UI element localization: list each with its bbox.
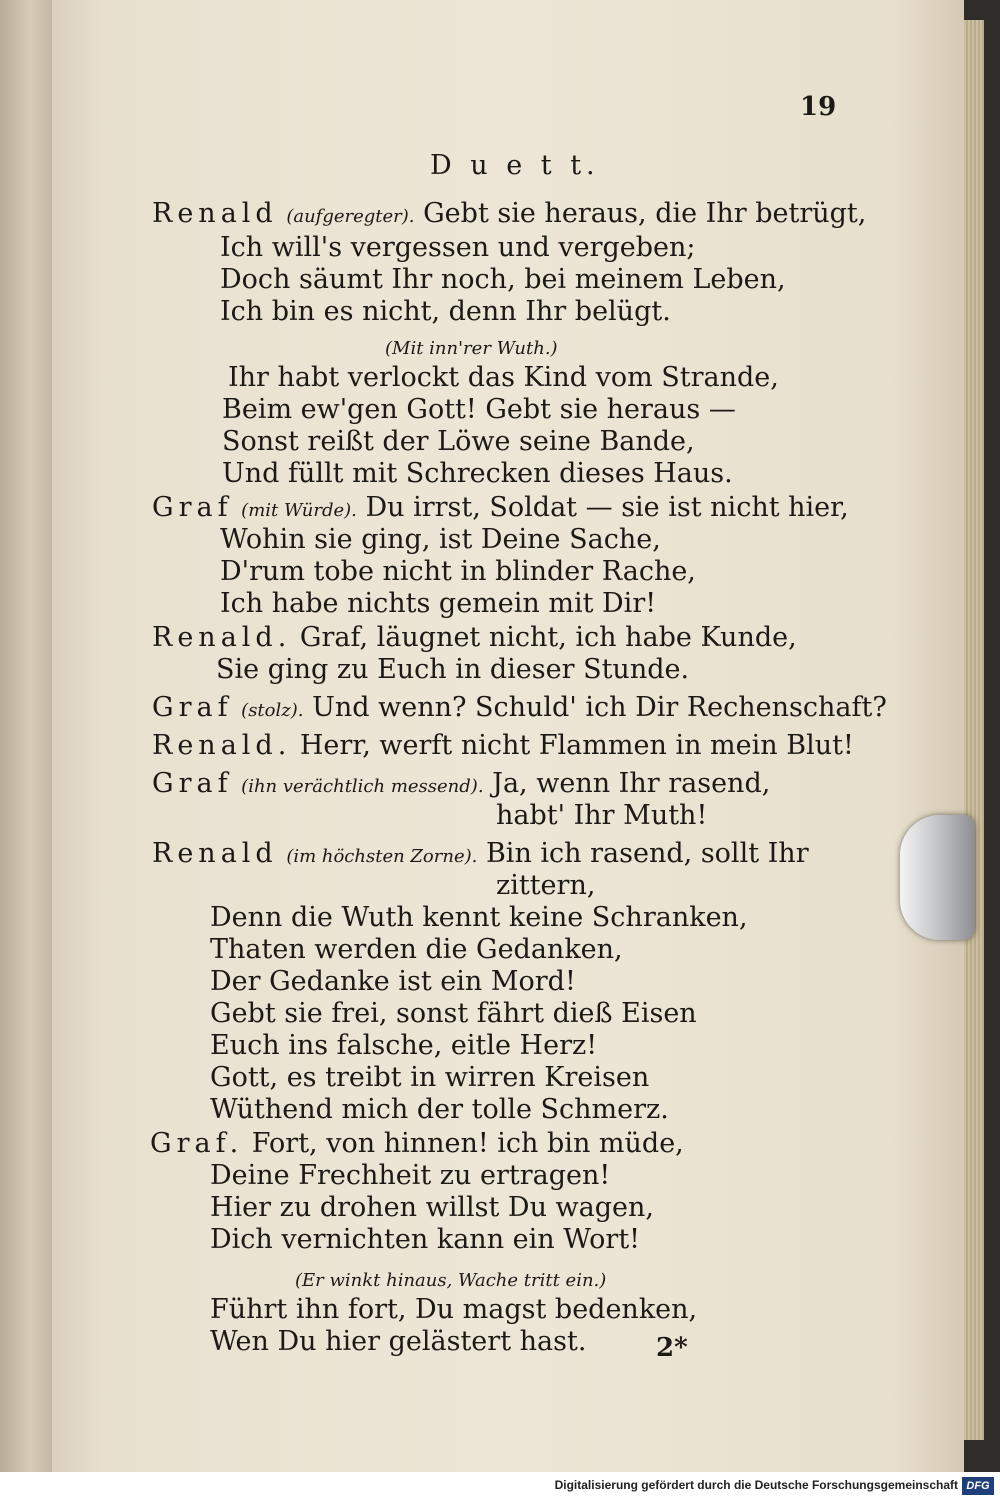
line-text: Thaten werden die Gedanken,	[210, 934, 623, 965]
line-text: Wen Du hier gelästert hast.	[210, 1326, 587, 1357]
verse-line	[220, 232, 696, 263]
speaker-name: Graf.	[150, 1128, 244, 1159]
verse-line	[216, 654, 689, 685]
line-text: Graf, läugnet nicht, ich habe Kunde,	[299, 622, 797, 653]
speaker-name: Renald.	[152, 730, 292, 761]
line-text: Gott, es treibt in wirren Kreisen	[210, 1062, 650, 1093]
line-text: Ich habe nichts gemein mit Dir!	[220, 588, 657, 619]
speaker-name: Graf	[152, 492, 233, 523]
line-text: Dich vernichten kann ein Wort!	[210, 1224, 641, 1255]
speaker-name: Graf	[152, 692, 233, 723]
line-text: Gebt sie frei, sonst fährt dieß Eisen	[210, 998, 697, 1029]
line-text: Doch säumt Ihr noch, bei meinem Leben,	[220, 264, 786, 295]
line-text: Der Gedanke ist ein Mord!	[210, 966, 576, 997]
signature-mark: 2*	[656, 1333, 688, 1363]
verse-line	[210, 1030, 597, 1061]
verse-line	[210, 966, 576, 997]
line-text: Ja, wenn Ihr rasend,	[492, 768, 771, 799]
line-text: Wohin sie ging, ist Deine Sache,	[220, 524, 661, 555]
verse-line	[210, 1326, 586, 1357]
speaker-name: Renald.	[152, 622, 292, 653]
facing-page-edge	[0, 0, 52, 1472]
verse-line	[152, 492, 849, 523]
verse-line	[152, 838, 809, 869]
line-text: Herr, werft nicht Flammen in mein Blut!	[299, 730, 854, 761]
line-text: Hier zu drohen willst Du wagen,	[210, 1192, 654, 1223]
line-text: zittern,	[496, 870, 596, 901]
stage-direction: (ihn verächtlich messend).	[241, 776, 484, 797]
verse-line	[220, 264, 786, 295]
line-text: Du irrst, Soldat — sie ist nicht hier,	[365, 492, 849, 523]
verse-line	[152, 692, 887, 723]
line-text: Und füllt mit Schrecken dieses Haus.	[222, 458, 733, 489]
section-title: D u e t t.	[430, 150, 600, 181]
verse-line	[496, 870, 595, 901]
line-text: Und wenn? Schuld' ich Dir Rechenschaft?	[312, 692, 887, 723]
page-number: 19	[800, 92, 837, 122]
verse-line	[220, 588, 656, 619]
verse-line	[210, 1160, 610, 1191]
verse-line	[210, 1094, 669, 1125]
verse-line	[220, 524, 661, 555]
line-text: Ich bin es nicht, denn Ihr belügt.	[220, 296, 671, 327]
page-stack-edge	[964, 20, 984, 1440]
verse-line	[152, 198, 866, 229]
stage-direction: (mit Würde).	[241, 500, 357, 521]
verse-line	[210, 1224, 640, 1255]
page-clip	[900, 815, 975, 940]
verse-line	[210, 934, 623, 965]
line-text: Bin ich rasend, sollt Ihr	[485, 838, 809, 869]
dfg-logo: DFG	[962, 1477, 994, 1495]
line-text: D'rum tobe nicht in blinder Rache,	[220, 556, 696, 587]
verse-line	[150, 1128, 684, 1159]
speaker-name: Renald	[152, 198, 278, 229]
line-text: Führt ihn fort, Du magst bedenken,	[210, 1294, 698, 1325]
line-text: Euch ins falsche, eitle Herz!	[210, 1030, 598, 1061]
stage-direction: (Er winkt hinaus, Wache tritt ein.)	[295, 1270, 607, 1291]
footer-bar	[0, 1472, 1000, 1501]
line-text: Ich will's vergessen und vergeben;	[220, 232, 696, 263]
footer-credit: Digitalisierung gefördert durch die Deutsche Forschungsgemeinschaft	[554, 1478, 958, 1492]
line-text: habt' Ihr Muth!	[496, 800, 708, 831]
stage-direction: (im höchsten Zorne).	[286, 846, 478, 867]
verse-line	[210, 998, 697, 1029]
verse-line	[210, 1062, 649, 1093]
verse-line	[152, 622, 797, 653]
line-text: Sie ging zu Euch in dieser Stunde.	[216, 654, 690, 685]
stage-direction: (stolz).	[241, 700, 304, 721]
line-text: Gebt sie heraus, die Ihr betrügt,	[423, 198, 867, 229]
speaker-name: Graf	[152, 768, 233, 799]
stage-direction: (Mit inn'rer Wuth.)	[385, 338, 558, 359]
verse-line	[222, 394, 736, 425]
verse-line	[222, 426, 695, 457]
line-text: Fort, von hinnen! ich bin müde,	[251, 1128, 684, 1159]
verse-line	[152, 768, 770, 799]
verse-line	[496, 800, 707, 831]
verse-line	[228, 362, 779, 393]
verse-line	[220, 556, 696, 587]
line-text: Beim ew'gen Gott! Gebt sie heraus —	[222, 394, 736, 425]
verse-line	[210, 902, 748, 933]
verse-line	[210, 1192, 654, 1223]
line-text: Sonst reißt der Löwe seine Bande,	[222, 426, 695, 457]
verse-line	[222, 458, 733, 489]
stage-direction: (aufgeregter).	[286, 206, 415, 227]
line-text: Deine Frechheit zu ertragen!	[210, 1160, 611, 1191]
verse-line	[385, 330, 558, 361]
line-text: Ihr habt verlockt das Kind vom Strande,	[228, 362, 779, 393]
verse-line	[210, 1294, 697, 1325]
verse-line	[295, 1262, 606, 1293]
line-text: Wüthend mich der tolle Schmerz.	[210, 1094, 669, 1125]
speaker-name: Renald	[152, 838, 278, 869]
verse-line	[152, 730, 854, 761]
line-text: Denn die Wuth kennt keine Schranken,	[210, 902, 748, 933]
verse-line	[220, 296, 671, 327]
